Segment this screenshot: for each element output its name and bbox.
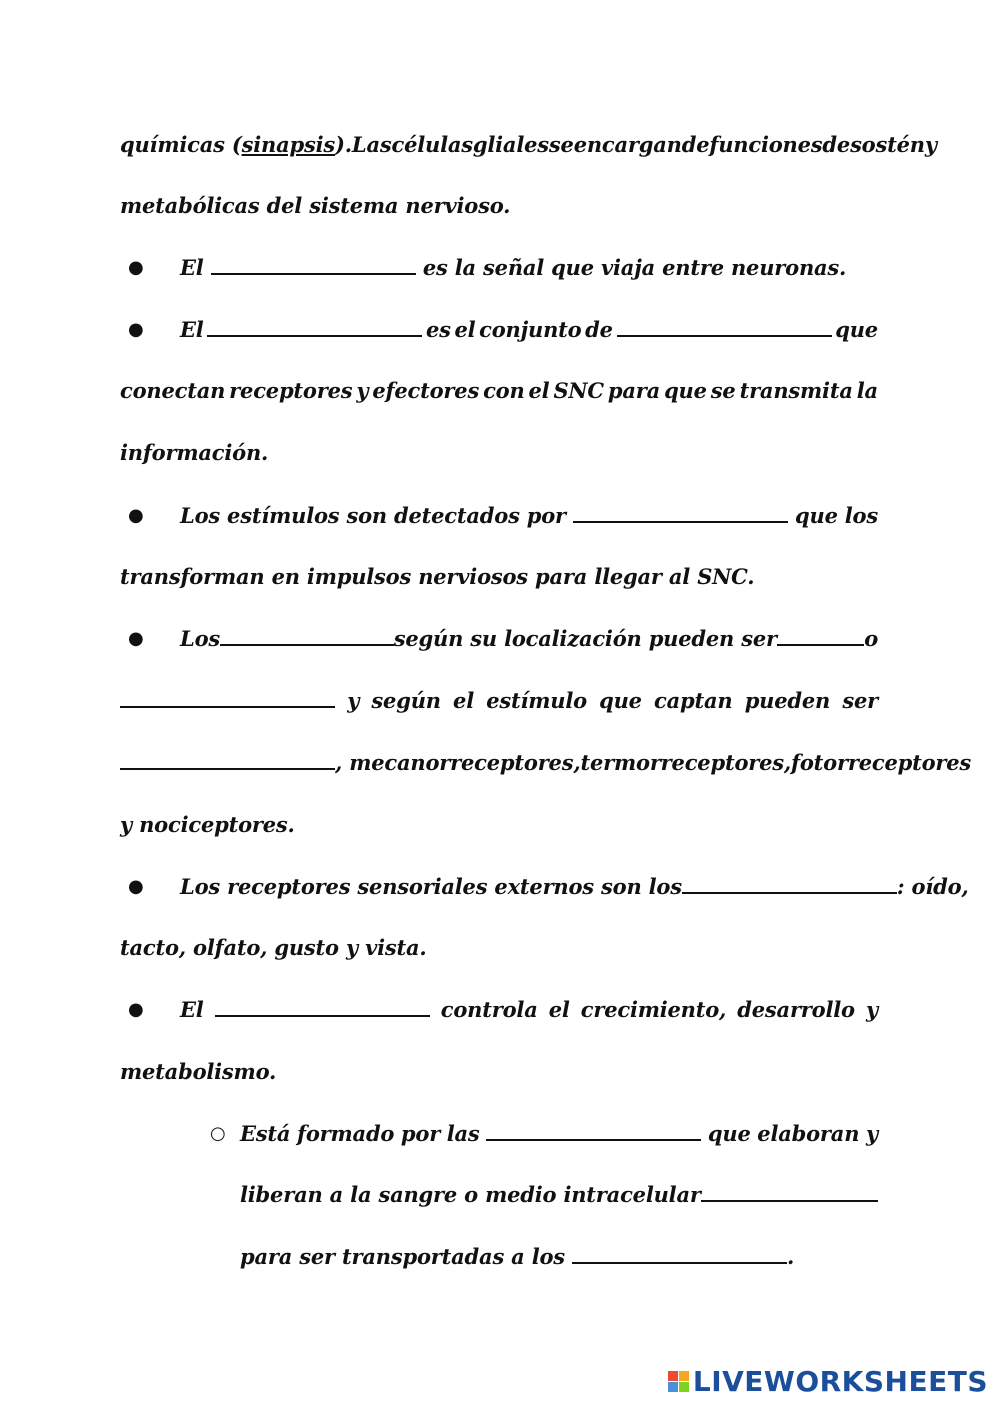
word: El <box>180 997 204 1022</box>
word: funciones <box>709 132 823 157</box>
word: para <box>607 378 661 403</box>
word: según su localización pueden ser <box>393 626 777 651</box>
word: crecimiento, <box>580 997 727 1022</box>
logo-square-icon <box>679 1382 689 1392</box>
word: Las <box>351 132 392 157</box>
liveworksheets-logo <box>668 1365 988 1398</box>
logo-text: LIVEWORKSHEETS <box>692 1365 988 1398</box>
word: encargan <box>573 132 682 157</box>
text-line-6: información. <box>120 440 269 465</box>
word: . <box>787 1244 795 1269</box>
text-line-19 <box>240 1242 878 1272</box>
word: formado <box>297 1121 395 1146</box>
text-line-8: transforman en impulsos nerviosos para llegar al SNC. <box>120 564 755 589</box>
word: conjunto <box>479 317 582 342</box>
text-line-1 <box>120 130 937 160</box>
sub-bullet-icon: ○ <box>210 1123 226 1144</box>
word: , mecanorreceptores, <box>335 750 581 775</box>
word: Está <box>240 1121 291 1146</box>
word: liberan a la sangre o medio intracelular <box>240 1182 701 1207</box>
word: de <box>822 132 851 157</box>
word: los <box>844 503 878 528</box>
word: por <box>526 503 566 528</box>
text-line-16: metabolismo. <box>120 1059 277 1084</box>
bullet-icon: ● <box>128 876 144 897</box>
word: : oído, <box>896 874 969 899</box>
word: el <box>528 378 550 403</box>
text-line-7 <box>180 501 878 531</box>
word: sostén <box>850 132 925 157</box>
logo-square-icon <box>679 1371 689 1381</box>
word: transmita <box>739 378 853 403</box>
word: El <box>180 255 204 280</box>
text-line-12: y nociceptores. <box>120 812 295 837</box>
word: efectores <box>372 378 480 403</box>
text-line-14: tacto, olfato, gusto y vista. <box>120 935 427 960</box>
word: que <box>599 688 642 713</box>
word: el <box>548 997 570 1022</box>
text-line-5 <box>120 376 878 406</box>
blank-sentidos[interactable] <box>682 872 897 894</box>
word: ser <box>842 688 878 713</box>
bullet-icon: ● <box>128 505 144 526</box>
bullet-icon: ● <box>128 628 144 649</box>
word: para ser transportadas a los <box>240 1244 565 1269</box>
word: que <box>795 503 838 528</box>
word: receptores <box>229 378 353 403</box>
term-sinapsis: sinapsis <box>241 132 336 157</box>
blank-hormonas[interactable] <box>701 1180 878 1202</box>
text-line-18 <box>240 1180 878 1210</box>
word: y <box>356 378 369 403</box>
text-line-3 <box>180 253 847 283</box>
word: conectan <box>120 378 226 403</box>
word: y <box>865 997 878 1022</box>
blank-snp[interactable] <box>207 315 422 337</box>
text-line-2: metabólicas del sistema nervioso. <box>120 193 511 218</box>
word: el <box>454 317 476 342</box>
word: ( <box>231 132 242 157</box>
logo-square-icon <box>668 1371 678 1381</box>
word: estímulos <box>227 503 340 528</box>
word: Los <box>180 503 220 528</box>
word: que <box>707 1121 751 1146</box>
word: por <box>400 1121 441 1146</box>
word: elaboran <box>757 1121 860 1146</box>
blank-sistema-endocrino[interactable] <box>215 995 430 1017</box>
word: captan <box>654 688 733 713</box>
blank-quimiorreceptores[interactable] <box>120 748 335 770</box>
word: y <box>924 132 937 157</box>
text-line-17 <box>240 1119 878 1149</box>
word: controla <box>440 997 538 1022</box>
text-line-4 <box>180 315 878 345</box>
word: las <box>446 1121 480 1146</box>
bullet-icon: ● <box>128 999 144 1020</box>
word: Los receptores sensoriales externos son los <box>180 874 682 899</box>
word: se <box>710 378 736 403</box>
word: estímulo <box>486 688 587 713</box>
word: El <box>180 317 204 342</box>
word: ). <box>335 132 352 157</box>
text-line-13 <box>180 872 969 902</box>
word: es <box>426 317 451 342</box>
text-line-15 <box>180 995 878 1025</box>
blank-internos[interactable] <box>777 624 864 646</box>
word: es la señal que viaja entre neuronas. <box>422 255 847 280</box>
blank-receptores-2[interactable] <box>220 624 394 646</box>
logo-square-icon <box>668 1382 678 1392</box>
word: y <box>347 688 360 713</box>
word: de <box>681 132 710 157</box>
blank-organos-diana[interactable] <box>572 1242 787 1264</box>
word: que <box>664 378 707 403</box>
word: se <box>548 132 574 157</box>
text-line-9 <box>180 624 878 654</box>
text-line-10 <box>120 686 878 716</box>
word: detectados <box>394 503 520 528</box>
word: termorreceptores, <box>580 750 792 775</box>
word: fotorreceptores <box>791 750 972 775</box>
word: con <box>483 378 525 403</box>
word: son <box>346 503 387 528</box>
word: según <box>371 688 441 713</box>
blank-nervios[interactable] <box>617 315 832 337</box>
blank-externos[interactable] <box>120 686 335 708</box>
liveworksheets-logo-icon <box>668 1371 689 1392</box>
bullet-icon: ● <box>128 319 144 340</box>
bullet-icon: ● <box>128 257 144 278</box>
word: y <box>865 1121 878 1146</box>
word: el <box>453 688 474 713</box>
word: células <box>391 132 473 157</box>
word: de <box>585 317 613 342</box>
word: o <box>864 626 878 651</box>
word: desarrollo <box>737 997 855 1022</box>
word: químicas <box>120 132 225 157</box>
word: Los <box>180 626 220 651</box>
blank-impulso[interactable] <box>211 253 416 275</box>
word: que <box>835 317 878 342</box>
blank-glandulas[interactable] <box>486 1119 701 1141</box>
word: la <box>856 378 878 403</box>
blank-receptores[interactable] <box>573 501 788 523</box>
word: SNC <box>553 378 604 403</box>
word: pueden <box>744 688 831 713</box>
text-line-11 <box>120 748 972 778</box>
word: gliales <box>472 132 549 157</box>
